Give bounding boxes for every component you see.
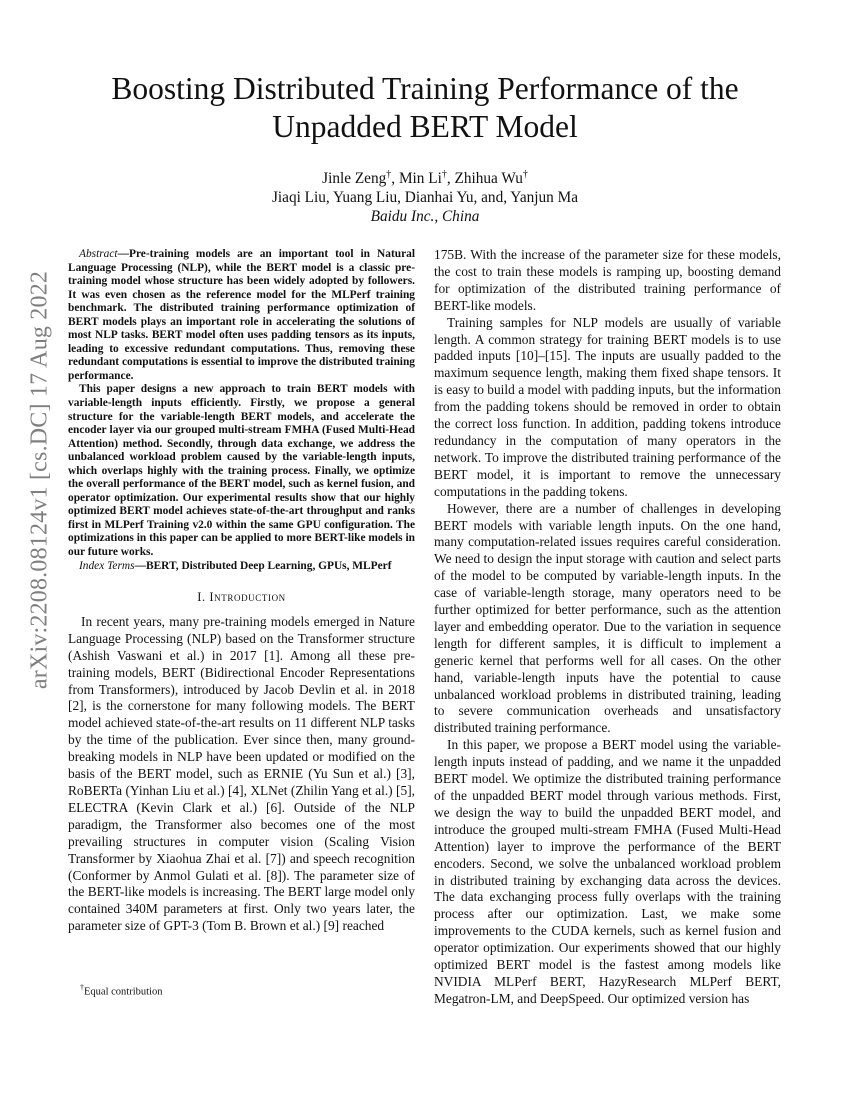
introduction-paragraph-2: Training samples for NLP models are usually of variable length. A common strategy for training BERT models is to use padded inputs [10]–[15]. The inputs are usually padded to the maximum sequence length, making them fixed shape tensors. It is easy to build a model with padding inputs, but the information from the padding tokens should be removed in order to obtain the correct loss function. In addition, padding tokens introduce redundancy in the computation of many operators in the network. To improve the distributed training performance of the BERT model, it is important to remove the unnecessary computations in the padding tokens. xyxy=(434,314,781,499)
introduction-paragraph-1: In recent years, many pre-training models emerged in Nature Language Processing (NLP) based on the Transformer structure (Ashish Vaswani et al.) in 2017 [1]. Among all these pre-training models, BERT (Bidirectional Encoder Representations from Transformers), introduced by Jacob Devlin et al. in 2018 [2], is the cornerstone for many following models. The BERT model achieved state-of-the-art results on 11 different NLP tasks by the time of the publication. Ever since then, many ground-breaking models in NLP have been updated or modified on the basis of the BERT model, such as ERNIE (Yu Sun et al.) [3], RoBERTa (Yinhan Liu et al.) [4], XLNet (Zhilin Yang et al.) [5], ELECTRA (Kevin Clark et al.) [6]. Outside of the NLP paradigm, the Transformer also becomes one of the most prevailing structures in computer vision (Scaling Vision Transformer by Xiaohua Zhai et al. [7]) and speech recognition (Conformer by Anmol Gulati et al. [8]). The parameter size of the BERT-like models is increasing. The BERT large model only contained 340M parameters at first. Only two years later, the parameter size of GPT-3 (Tom B. Brown et al.) [9] reached xyxy=(68,613,415,934)
author-line-2: Jiaqi Liu, Yuang Liu, Dianhai Yu, and, Yanjun Ma xyxy=(271,189,579,206)
index-terms xyxy=(68,560,415,574)
abstract-label: Abstract xyxy=(79,248,118,260)
introduction-paragraph-continued: 175B. With the increase of the parameter size for these models, the cost to train these models is ramping up, boosting demand for optimization of the distributed training performance of BERT-like models. xyxy=(434,247,781,313)
equal-contribution-mark: † xyxy=(386,168,392,180)
abstract-paragraph-1 xyxy=(68,248,415,383)
footnote xyxy=(80,983,162,998)
author-name: Zhihua Wu xyxy=(454,170,523,187)
author-line-1: Jinle Zeng†, Min Li†, Zhihua Wu† xyxy=(322,168,528,187)
right-column xyxy=(434,247,781,1008)
section-heading-introduction: I. Introduction xyxy=(197,590,286,605)
introduction-paragraph-4: In this paper, we propose a BERT model using the variable-length inputs instead of padding, and we name it the unpadded BERT model. We optimize the distributed training performance of the unpadded BERT model through various methods. First, we design the way to build the unpadded BERT model, and introduce the grouped multi-stream FMHA (Fused Multi-Head Attention) layer to improve the performance of the BERT encoders. Second, we solve the unbalanced workload problem in distributed training by exchanging data across the devices. The data exchanging process fully overlaps with the training process after our optimization. Last, we make some improvements to the CUDA kernels, such as kernel fusion and operator optimization. Our experiments showed that our highly optimized BERT model is the fastest among models like NVIDIA MLPerf BERT, HazyResearch MLPerf BERT, Megatron-LM, and DeepSpeed. Our optimized version has xyxy=(434,737,781,1006)
author-name: Jinle Zeng xyxy=(322,170,387,187)
author-name: Min Li xyxy=(398,170,442,187)
introduction-paragraph-3: However, there are a number of challenges in developing BERT models with variable length inputs. On the one hand, many computation-related issues requires careful consideration. We need to design the input storage with caution and select parts of the model to be computed by variable-length inputs. In the case of variable-length storage, many operators need to be further optimized for better performance, such as the attention layer and embedding operator. Due to the variation in sequence length for different samples, it is difficult to implement a generic kernel that performs well for all cases. On the other hand, variable-length inputs have the potential to cause unbalanced workload problems in distributed training, leading to severe communication overheads and unsatisfactory distributed training performance. xyxy=(434,500,781,736)
equal-contribution-mark: † xyxy=(522,168,528,180)
left-column xyxy=(68,248,415,935)
abstract-text-1: —Pre-training models are an important tool in Natural Language Processing (NLP), while the BERT model is a classic pre-training model whose structure has been widely adopted by followers. It was even chosen as the reference model for the MLPerf training benchmark. The distributed training performance optimization of BERT models plays an important role in accelerating the solutions of most NLP tasks. BERT model often uses padding tensors as its inputs, leading to excessive redundant computations. Thus, removing these redundant computations is essential to improve the distributed training performance. xyxy=(68,248,415,382)
arxiv-identifier xyxy=(10,270,70,690)
footnote-text: Equal contribution xyxy=(84,986,163,998)
abstract-paragraph-2: This paper designs a new approach to train BERT models with variable-length inputs efficiently. Firstly, we propose a general structure for the variable-length BERT models, and accelerate the encoder layer via our grouped multi-stream FMHA (Fused Multi-Head Attention) method. Secondly, through data exchange, we address the unbalanced workload problem caused by the variable-length inputs, which overlaps highly with the training process. Finally, we optimize the overall performance of the BERT model, such as kernel fusion, and operator optimization. Our experimental results show that our highly optimized BERT model achieves state-of-the-art throughput and ranks first in MLPerf Training v2.0 within the same GPU configuration. The optimizations in this paper can be applied to more BERT-like models in our future works. xyxy=(68,383,415,559)
footnote-mark: † xyxy=(80,983,84,992)
index-terms-text: —BERT, Distributed Deep Learning, GPUs, MLPerf xyxy=(134,559,392,572)
author-block xyxy=(70,169,780,226)
equal-contribution-mark: † xyxy=(441,168,447,180)
paper-title: Boosting Distributed Training Performance of the Unpadded BERT Model xyxy=(111,71,739,144)
index-terms-label: Index Terms xyxy=(79,559,135,572)
affiliation: Baidu Inc., China xyxy=(370,208,480,225)
arxiv-identifier-text: arXiv:2208.08124v1 [cs.DC] 17 Aug 2022 xyxy=(26,270,53,690)
